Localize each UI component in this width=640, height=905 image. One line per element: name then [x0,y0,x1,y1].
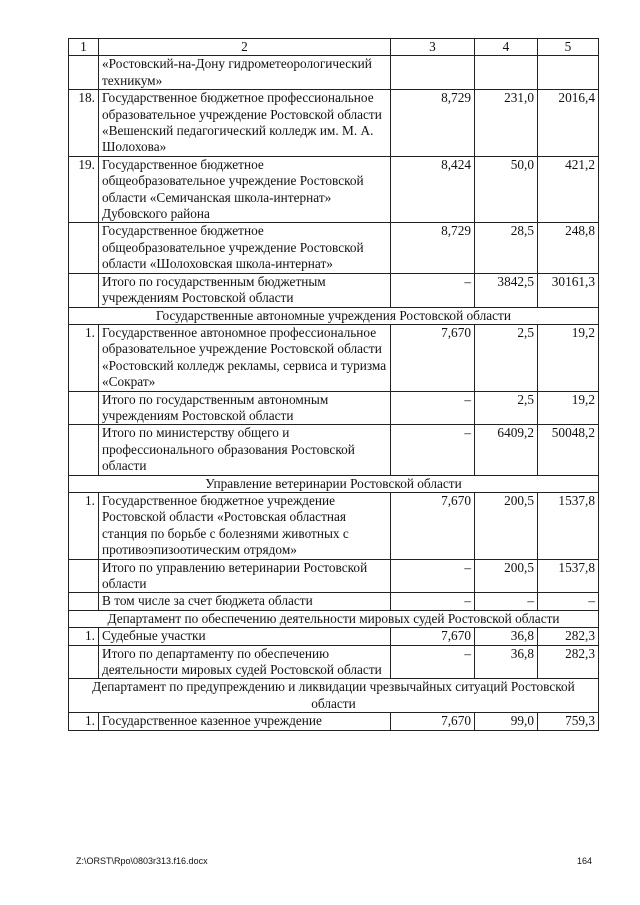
table-row [69,713,599,730]
row-value-4: 2,5 [475,391,538,425]
row-name: Государственное автономное профессиональное образовательное учреждение Ростовской области «Ростовский колледж рекламы, сервиса и туризма «Сократ» [99,324,391,391]
row-coefficient: 8,729 [391,90,475,157]
header-col-2: 2 [99,39,391,56]
row-value-4: – [475,593,538,610]
row-value-5: 248,8 [538,223,599,273]
table-row [69,628,599,645]
table-row [69,425,599,475]
row-number [69,559,99,593]
budget-table [68,38,599,731]
row-value-5: 282,3 [538,645,599,679]
row-number [69,223,99,273]
row-name: Итого по министерству общего и профессионального образования Ростовской области [99,425,391,475]
row-number [69,56,99,90]
row-number [69,273,99,307]
footer-file-path: Z:\ORST\Rpo\0803r313.f16.docx [76,856,208,866]
table-body [69,56,599,730]
row-coefficient: 7,670 [391,713,475,730]
row-coefficient: 8,424 [391,156,475,223]
row-value-5: 19,2 [538,324,599,391]
table-row [69,273,599,307]
row-number: 18. [69,90,99,157]
row-name: Государственное бюджетное общеобразовательное учреждение Ростовской области «Семичанская школа-интернат» Дубовского района [99,156,391,223]
table-row [69,559,599,593]
section-title: Государственные автономные учреждения Ростовской области [69,307,599,324]
row-number [69,645,99,679]
row-value-5: 282,3 [538,628,599,645]
row-value-4: 2,5 [475,324,538,391]
row-value-5: 421,2 [538,156,599,223]
section-title: Управление ветеринарии Ростовской области [69,475,599,492]
row-value-4 [475,56,538,90]
section-row [69,475,599,492]
table-row [69,223,599,273]
row-value-4: 99,0 [475,713,538,730]
row-name: Государственное бюджетное учреждение Ростовской области «Ростовская областная станция по борьбе с болезнями животных с противоэпизоотическим отрядом» [99,492,391,559]
row-value-4: 6409,2 [475,425,538,475]
row-coefficient: – [391,391,475,425]
row-name: Судебные участки [99,628,391,645]
table-row [69,324,599,391]
table-row [69,90,599,157]
row-value-5: 50048,2 [538,425,599,475]
row-value-4: 200,5 [475,559,538,593]
row-number [69,425,99,475]
row-value-5: 2016,4 [538,90,599,157]
row-value-4: 50,0 [475,156,538,223]
section-title: Департамент по обеспечению деятельности мировых судей Ростовской области [69,610,599,627]
header-col-4: 4 [475,39,538,56]
row-value-5: 1537,8 [538,492,599,559]
row-coefficient [391,56,475,90]
page-number: 164 [576,856,592,866]
row-name: Государственное казенное учреждение [99,713,391,730]
row-name: Итого по государственным автономным учреждениям Ростовской области [99,391,391,425]
row-value-4: 36,8 [475,645,538,679]
row-name: Государственное бюджетное общеобразовательное учреждение Ростовской области «Шолоховская школа-интернат» [99,223,391,273]
table-row [69,156,599,223]
table-row [69,593,599,610]
table-row [69,391,599,425]
row-number: 1. [69,492,99,559]
row-coefficient: 7,670 [391,324,475,391]
row-number [69,593,99,610]
row-coefficient: 7,670 [391,628,475,645]
row-number: 19. [69,156,99,223]
header-col-5: 5 [538,39,599,56]
row-coefficient: – [391,559,475,593]
row-value-4: 231,0 [475,90,538,157]
row-value-5: 759,3 [538,713,599,730]
row-value-4: 36,8 [475,628,538,645]
section-row [69,610,599,627]
header-col-3: 3 [391,39,475,56]
row-number: 1. [69,713,99,730]
row-coefficient: 7,670 [391,492,475,559]
section-row [69,307,599,324]
section-row [69,679,599,713]
row-value-5: 30161,3 [538,273,599,307]
row-coefficient: – [391,425,475,475]
table-row [69,56,599,90]
row-coefficient: – [391,645,475,679]
row-name: Государственное бюджетное профессиональное образовательное учреждение Ростовской области «Вешенский педагогический колледж им. М. А. Шолохова» [99,90,391,157]
row-value-5 [538,56,599,90]
row-value-5: 1537,8 [538,559,599,593]
row-value-4: 200,5 [475,492,538,559]
row-value-5: – [538,593,599,610]
row-name: Итого по управлению ветеринарии Ростовской области [99,559,391,593]
table-row [69,645,599,679]
row-coefficient: 8,729 [391,223,475,273]
row-value-4: 3842,5 [475,273,538,307]
row-name: Итого по департаменту по обеспечению деятельности мировых судей Ростовской области [99,645,391,679]
header-row [69,39,599,56]
row-number: 1. [69,628,99,645]
row-number [69,391,99,425]
header-col-1: 1 [69,39,99,56]
row-name: В том числе за счет бюджета области [99,593,391,610]
row-value-4: 28,5 [475,223,538,273]
row-value-5: 19,2 [538,391,599,425]
table-row [69,492,599,559]
section-title: Департамент по предупреждению и ликвидации чрезвычайных ситуаций Ростовской области [69,679,599,713]
row-coefficient: – [391,593,475,610]
row-name: «Ростовский-на-Дону гидрометеорологический техникум» [99,56,391,90]
row-name: Итого по государственным бюджетным учреждениям Ростовской области [99,273,391,307]
row-number: 1. [69,324,99,391]
row-coefficient: – [391,273,475,307]
